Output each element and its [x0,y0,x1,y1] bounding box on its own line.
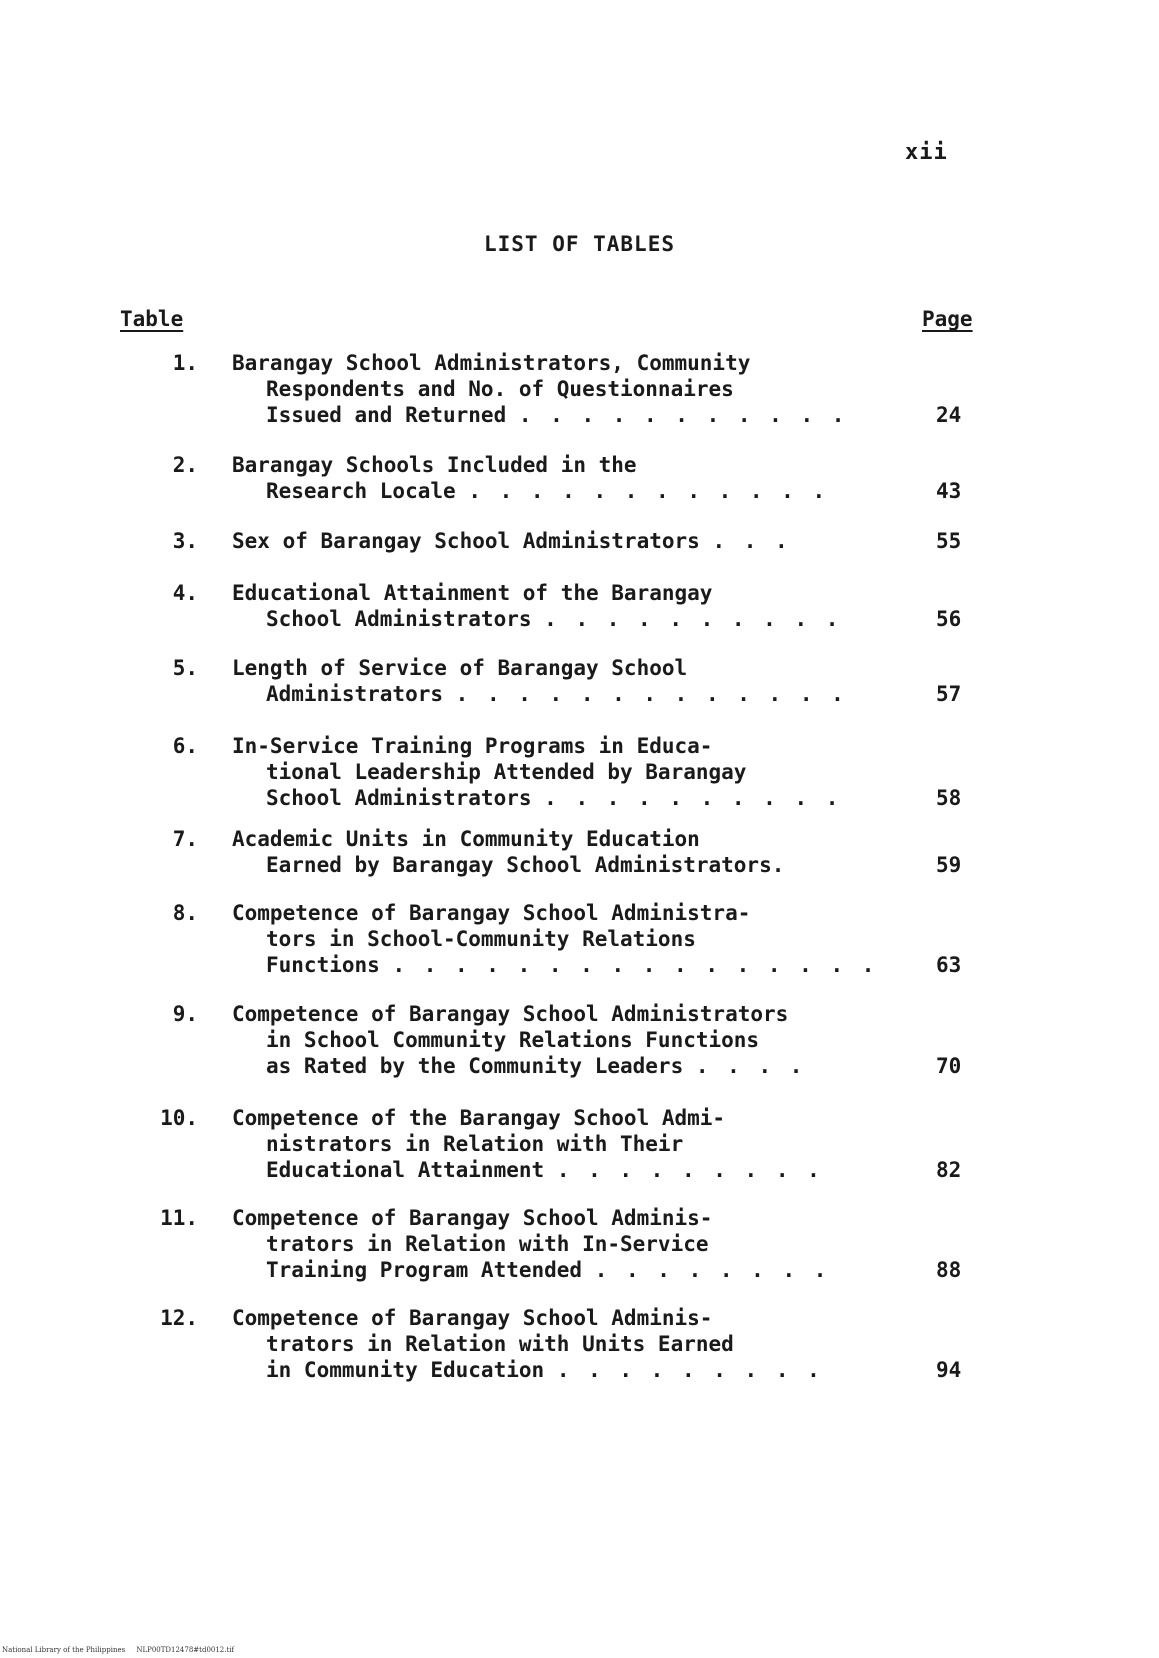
entry-title-line [232,452,872,478]
entry-title-text: nistrators in Relation with Their [266,1132,684,1156]
entry-title-line [232,1027,872,1053]
entry-title-line [232,1331,872,1357]
entry-number: 9. [172,1002,198,1026]
entry-title-text: Academic Units in Community Education [232,827,700,851]
entry-number: 8. [172,901,198,925]
entry-number: 7. [172,827,198,851]
entry-title-text: Administrators [266,682,444,706]
entry-title-text: Length of Service of Barangay School [232,656,688,680]
entry-title [232,580,872,632]
entry-title-line [232,1357,872,1383]
entry-title-text: Competence of the Barangay School Admi- [232,1106,726,1130]
entry-page-number: 58 [936,786,962,810]
entry-number: 10. [160,1106,198,1130]
leader-dots: . . . [712,529,791,553]
entry-title-line [232,528,872,554]
entry-title-line [232,926,872,952]
entry-title-text: Respondents and No. of Questionnaires [266,377,734,401]
entry-title [232,1305,872,1383]
leader-dots: . . . . . . . . . [556,1158,823,1182]
leader-dots: . . . . . . . . . . [544,607,842,631]
entry-page-number: 63 [936,953,962,977]
entry-title-line [232,785,872,811]
leader-dots: . . . . . . . . . [556,1358,823,1382]
entry-number: 3. [172,529,198,553]
entry-title-line [232,952,878,978]
page-title: LIST OF TABLES [483,232,675,256]
entry-number: 1. [172,351,198,375]
entry-title-text: tional Leadership Attended by Barangay [266,760,747,784]
entry-title [232,655,872,707]
entry-title-text: Competence of Barangay School Administrators [232,1002,789,1026]
page-column-header: Page [922,307,973,331]
leader-dots: . . . . . . . . . . . . . [455,682,847,706]
entry-page-number: 55 [936,529,962,553]
entry-title-line [232,478,872,504]
entry-number: 11. [160,1206,198,1230]
entry-title-line [232,580,872,606]
leader-dots: . . . . . . . . . . . [518,403,848,427]
entry-title-line [232,826,872,852]
entry-title-text: trators in Relation with Units Earned [266,1332,734,1356]
entry-number: 4. [172,581,198,605]
entry-page-number: 59 [936,853,962,877]
entry-page-number: 24 [936,403,962,427]
entry-title [232,1205,872,1283]
entry-title-line [232,1205,872,1231]
entry-page-number: 88 [936,1258,962,1282]
leader-dots: . . . . [695,1054,806,1078]
entry-title [232,528,872,554]
entry-title-line [232,376,872,402]
entry-title-text: in School Community Relations Functions [266,1028,760,1052]
entry-page-number: 56 [936,607,962,631]
entry-title-text: Functions [266,953,380,977]
entry-number: 5. [172,656,198,680]
entry-title-line [232,1257,872,1283]
entry-title-line [232,852,872,878]
entry-title-line [232,655,872,681]
leader-dots: . . . . . . . . . . . . [468,479,829,503]
entry-title-text: Competence of Barangay School Adminis- [232,1306,713,1330]
entry-title-text: Issued and Returned [266,403,507,427]
entry-title-line [232,350,872,376]
entry-page-number: 82 [936,1158,962,1182]
entry-title-line [232,900,872,926]
entry-title-text: trators in Relation with In-Service [266,1232,709,1256]
entry-title [232,900,878,978]
entry-title-line [232,1053,872,1079]
entry-title [232,1105,872,1183]
entry-title-text: Earned by Barangay School Administrators. [266,853,785,877]
entry-title-text: in Community Education [266,1358,545,1382]
table-column-header: Table [120,307,184,331]
leader-dots: . . . . . . . . . . [544,786,842,810]
entry-title [232,350,872,428]
entry-page-number: 70 [936,1054,962,1078]
entry-title-text: Barangay School Administrators, Community [232,351,751,375]
entry-title-text: Educational Attainment of the Barangay [232,581,713,605]
entry-title-text: School Administrators [266,786,532,810]
entry-number: 6. [172,734,198,758]
entry-title-line [232,1157,872,1183]
entry-page-number: 94 [936,1358,962,1382]
entry-title-text: tors in School-Community Relations [266,927,696,951]
entry-number: 12. [160,1306,198,1330]
page-number: xii [905,140,948,165]
entry-title [232,826,872,878]
leader-dots: . . . . . . . . [594,1258,830,1282]
entry-title-text: Competence of Barangay School Administra- [232,901,751,925]
entry-title-line [232,1131,872,1157]
leader-dots: . . . . . . . . . . . . . . . . [392,953,878,977]
entry-title-line [232,1105,872,1131]
entry-title [232,1001,872,1079]
entry-title-text: Sex of Barangay School Administrators [232,529,700,553]
entry-title-line [232,681,872,707]
entry-title-text: Research Locale [266,479,456,503]
entry-title-text: Competence of Barangay School Adminis- [232,1206,713,1230]
entry-title-text: In-Service Training Programs in Educa- [232,734,713,758]
entry-title-text: Barangay Schools Included in the [232,453,637,477]
entry-title [232,733,872,811]
entry-title-text: as Rated by the Community Leaders [266,1054,684,1078]
entry-number: 2. [172,453,198,477]
entry-title-text: School Administrators [266,607,532,631]
entry-title-line [232,402,872,428]
entry-page-number: 43 [936,479,962,503]
entry-title-line [232,606,872,632]
footer-source: National Library of the Philippines NLP00TD12478#td0012.tif [2,1646,235,1654]
entry-title-line [232,1001,872,1027]
entry-page-number: 57 [936,682,962,706]
entry-title-text: Educational Attainment [266,1158,545,1182]
entry-title-line [232,759,872,785]
entry-title-line [232,733,872,759]
entry-title-line [232,1305,872,1331]
entry-title-line [232,1231,872,1257]
entry-title [232,452,872,504]
entry-title-text: Training Program Attended [266,1258,583,1282]
